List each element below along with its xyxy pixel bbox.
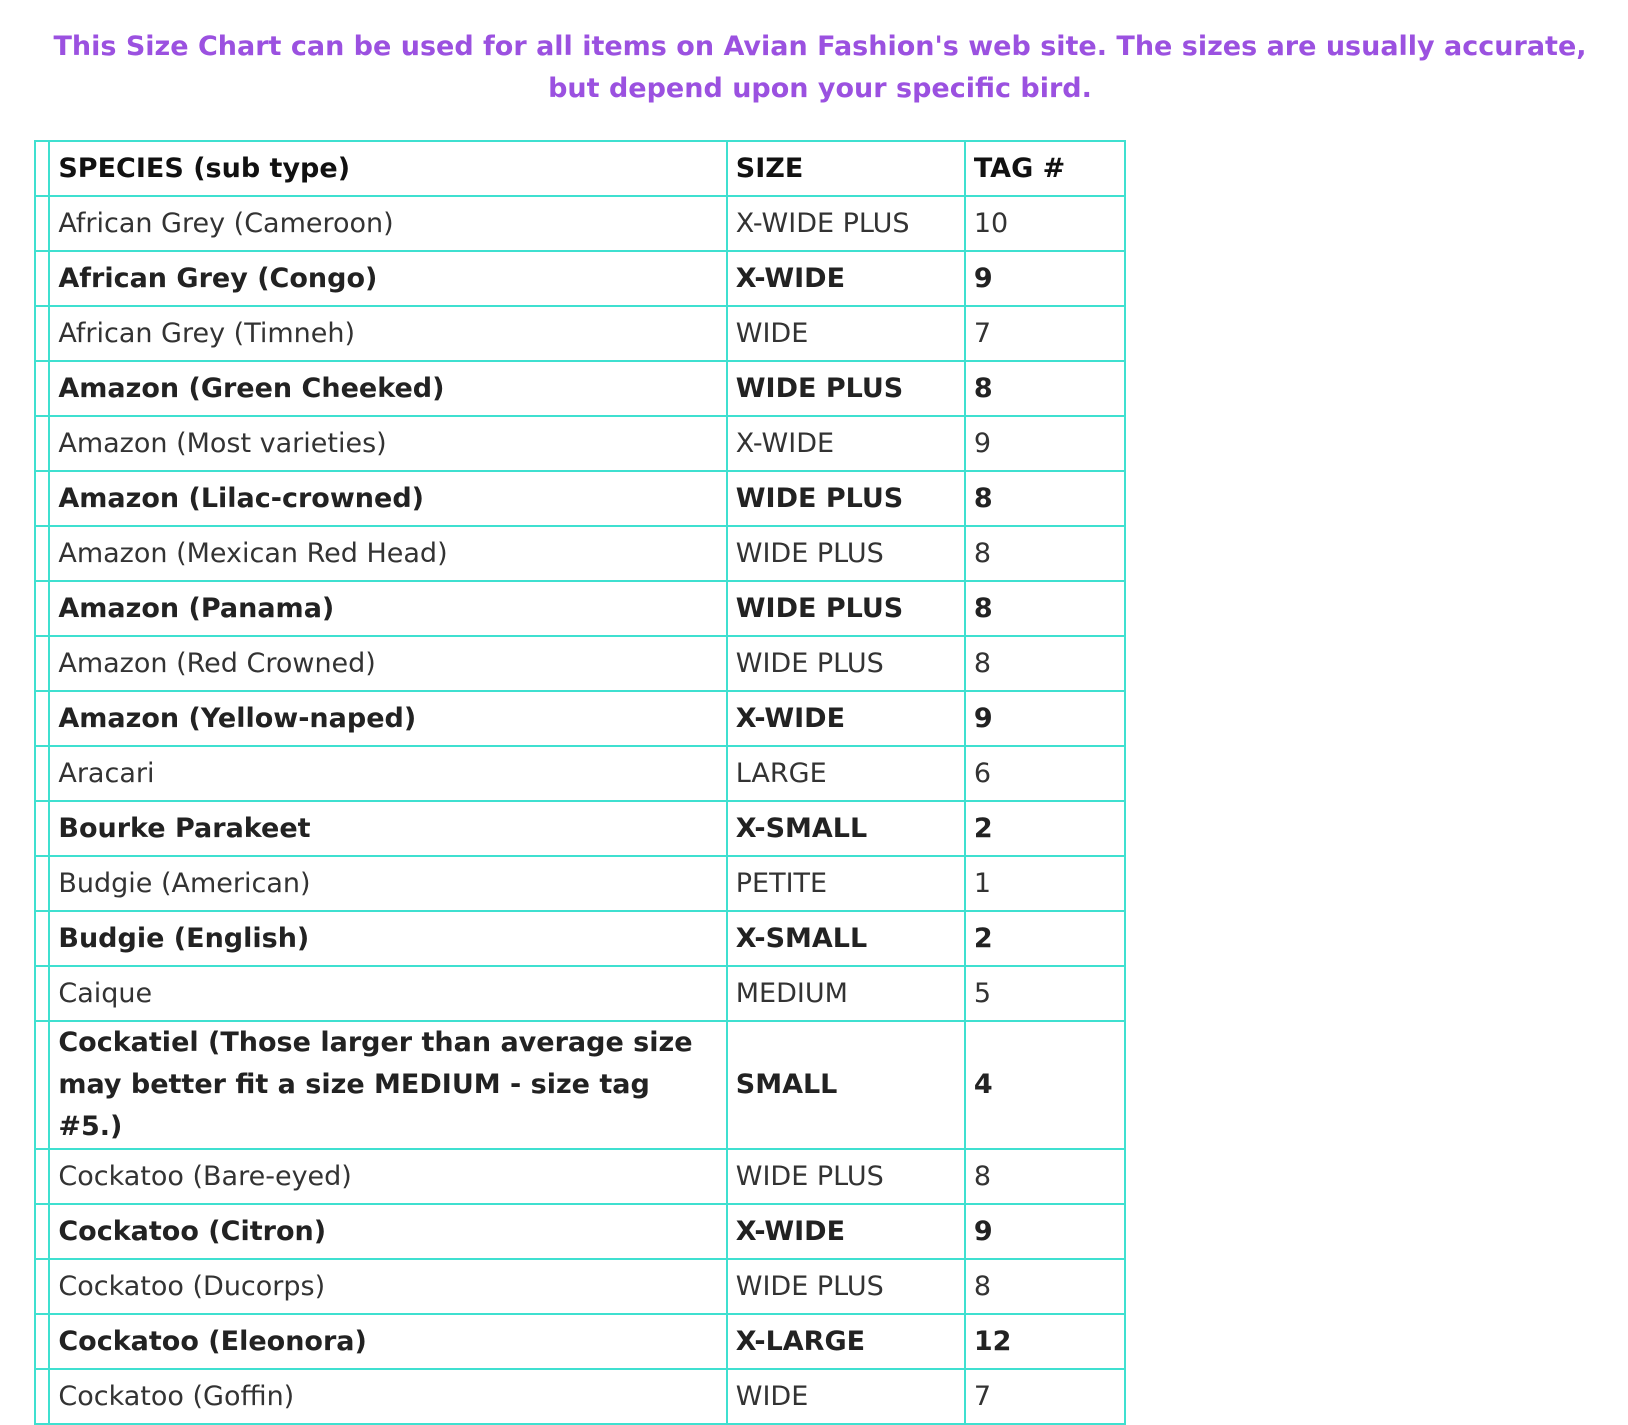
row-gutter bbox=[35, 196, 49, 251]
table-row bbox=[35, 1314, 1125, 1369]
species-cell: African Grey (Cameroon) bbox=[49, 196, 726, 251]
row-gutter bbox=[35, 581, 49, 636]
table-row bbox=[35, 801, 1125, 856]
species-cell: Cockatoo (Eleonora) bbox=[49, 1314, 726, 1369]
table-row bbox=[35, 361, 1125, 416]
species-cell: Amazon (Mexican Red Head) bbox=[49, 526, 726, 581]
tag-cell: 10 bbox=[965, 196, 1125, 251]
tag-cell: 2 bbox=[965, 911, 1125, 966]
species-cell: African Grey (Congo) bbox=[49, 251, 726, 306]
species-cell: Caique bbox=[49, 966, 726, 1021]
size-chart-intro: This Size Chart can be used for all items on Avian Fashion's web site. The sizes are usually accurate, but depend upon your specific bird. bbox=[53, 31, 1587, 104]
species-cell: Amazon (Yellow-naped) bbox=[49, 691, 726, 746]
tag-cell: 8 bbox=[965, 526, 1125, 581]
species-cell: Cockatiel (Those larger than average size may better fit a size MEDIUM - size tag #5.) bbox=[49, 1021, 726, 1149]
row-gutter bbox=[35, 911, 49, 966]
tag-cell: 8 bbox=[965, 361, 1125, 416]
tag-cell: 8 bbox=[965, 636, 1125, 691]
row-gutter bbox=[35, 1314, 49, 1369]
species-cell: African Grey (Timneh) bbox=[49, 306, 726, 361]
species-cell: Cockatoo (Bare-eyed) bbox=[49, 1149, 726, 1204]
species-cell: Amazon (Red Crowned) bbox=[49, 636, 726, 691]
table-row bbox=[35, 1259, 1125, 1314]
table-row bbox=[35, 856, 1125, 911]
row-gutter bbox=[35, 746, 49, 801]
row-gutter bbox=[35, 691, 49, 746]
species-cell: Amazon (Green Cheeked) bbox=[49, 361, 726, 416]
size-cell: SMALL bbox=[727, 1021, 965, 1149]
species-cell: Aracari bbox=[49, 746, 726, 801]
size-cell: X-WIDE bbox=[727, 251, 965, 306]
size-cell: X-SMALL bbox=[727, 801, 965, 856]
species-cell: Amazon (Lilac-crowned) bbox=[49, 471, 726, 526]
tag-cell: 7 bbox=[965, 306, 1125, 361]
size-cell: X-SMALL bbox=[727, 911, 965, 966]
table-row bbox=[35, 1149, 1125, 1204]
row-gutter bbox=[35, 471, 49, 526]
size-cell: WIDE PLUS bbox=[727, 581, 965, 636]
table-row bbox=[35, 1021, 1125, 1149]
row-gutter bbox=[35, 801, 49, 856]
table-row bbox=[35, 471, 1125, 526]
size-cell: WIDE PLUS bbox=[727, 1149, 965, 1204]
tag-cell: 1 bbox=[965, 856, 1125, 911]
size-cell: LARGE bbox=[727, 746, 965, 801]
species-cell: Amazon (Panama) bbox=[49, 581, 726, 636]
table-row bbox=[35, 1204, 1125, 1259]
size-cell: X-WIDE bbox=[727, 691, 965, 746]
row-gutter bbox=[35, 306, 49, 361]
row-gutter bbox=[35, 966, 49, 1021]
size-cell: X-WIDE bbox=[727, 416, 965, 471]
species-cell: Amazon (Most varieties) bbox=[49, 416, 726, 471]
table-row bbox=[35, 636, 1125, 691]
tag-cell: 7 bbox=[965, 1369, 1125, 1424]
species-cell: Cockatoo (Goffin) bbox=[49, 1369, 726, 1424]
size-cell: MEDIUM bbox=[727, 966, 965, 1021]
row-gutter bbox=[35, 1021, 49, 1149]
tag-cell: 8 bbox=[965, 1149, 1125, 1204]
row-gutter bbox=[35, 1149, 49, 1204]
table-row bbox=[35, 196, 1125, 251]
row-gutter bbox=[35, 636, 49, 691]
tag-cell: 9 bbox=[965, 691, 1125, 746]
size-cell: X-WIDE bbox=[727, 1204, 965, 1259]
species-cell: Cockatoo (Citron) bbox=[49, 1204, 726, 1259]
tag-cell: 9 bbox=[965, 251, 1125, 306]
size-cell: PETITE bbox=[727, 856, 965, 911]
tag-cell: 9 bbox=[965, 1204, 1125, 1259]
species-cell: Budgie (American) bbox=[49, 856, 726, 911]
row-gutter bbox=[35, 856, 49, 911]
table-row bbox=[35, 416, 1125, 471]
row-gutter bbox=[35, 1204, 49, 1259]
species-cell: Budgie (English) bbox=[49, 911, 726, 966]
tag-cell: 2 bbox=[965, 801, 1125, 856]
table-row bbox=[35, 911, 1125, 966]
tag-cell: 4 bbox=[965, 1021, 1125, 1149]
table-row bbox=[35, 691, 1125, 746]
species-cell: Bourke Parakeet bbox=[49, 801, 726, 856]
size-cell: WIDE bbox=[727, 1369, 965, 1424]
table-row bbox=[35, 746, 1125, 801]
tag-cell: 8 bbox=[965, 471, 1125, 526]
table-row bbox=[35, 1369, 1125, 1424]
row-gutter bbox=[35, 1259, 49, 1314]
species-cell: Cockatoo (Ducorps) bbox=[49, 1259, 726, 1314]
column-header-size: SIZE bbox=[727, 141, 965, 196]
column-header-species: SPECIES (sub type) bbox=[49, 141, 726, 196]
table-row bbox=[35, 581, 1125, 636]
size-cell: X-WIDE PLUS bbox=[727, 196, 965, 251]
tag-cell: 9 bbox=[965, 416, 1125, 471]
table-row bbox=[35, 966, 1125, 1021]
row-gutter bbox=[35, 416, 49, 471]
column-header-tag: TAG # bbox=[965, 141, 1125, 196]
tag-cell: 12 bbox=[965, 1314, 1125, 1369]
size-cell: WIDE PLUS bbox=[727, 526, 965, 581]
tag-cell: 5 bbox=[965, 966, 1125, 1021]
row-gutter bbox=[35, 361, 49, 416]
row-gutter bbox=[35, 1369, 49, 1424]
size-cell: WIDE PLUS bbox=[727, 636, 965, 691]
row-gutter bbox=[35, 141, 49, 196]
size-chart-table bbox=[34, 140, 1126, 1425]
table-header-row bbox=[35, 141, 1125, 196]
table-row bbox=[35, 251, 1125, 306]
size-cell: X-LARGE bbox=[727, 1314, 965, 1369]
size-cell: WIDE PLUS bbox=[727, 1259, 965, 1314]
table-row bbox=[35, 526, 1125, 581]
tag-cell: 8 bbox=[965, 1259, 1125, 1314]
size-cell: WIDE PLUS bbox=[727, 471, 965, 526]
table-row bbox=[35, 306, 1125, 361]
row-gutter bbox=[35, 526, 49, 581]
tag-cell: 6 bbox=[965, 746, 1125, 801]
tag-cell: 8 bbox=[965, 581, 1125, 636]
row-gutter bbox=[35, 251, 49, 306]
size-cell: WIDE bbox=[727, 306, 965, 361]
size-cell: WIDE PLUS bbox=[727, 361, 965, 416]
